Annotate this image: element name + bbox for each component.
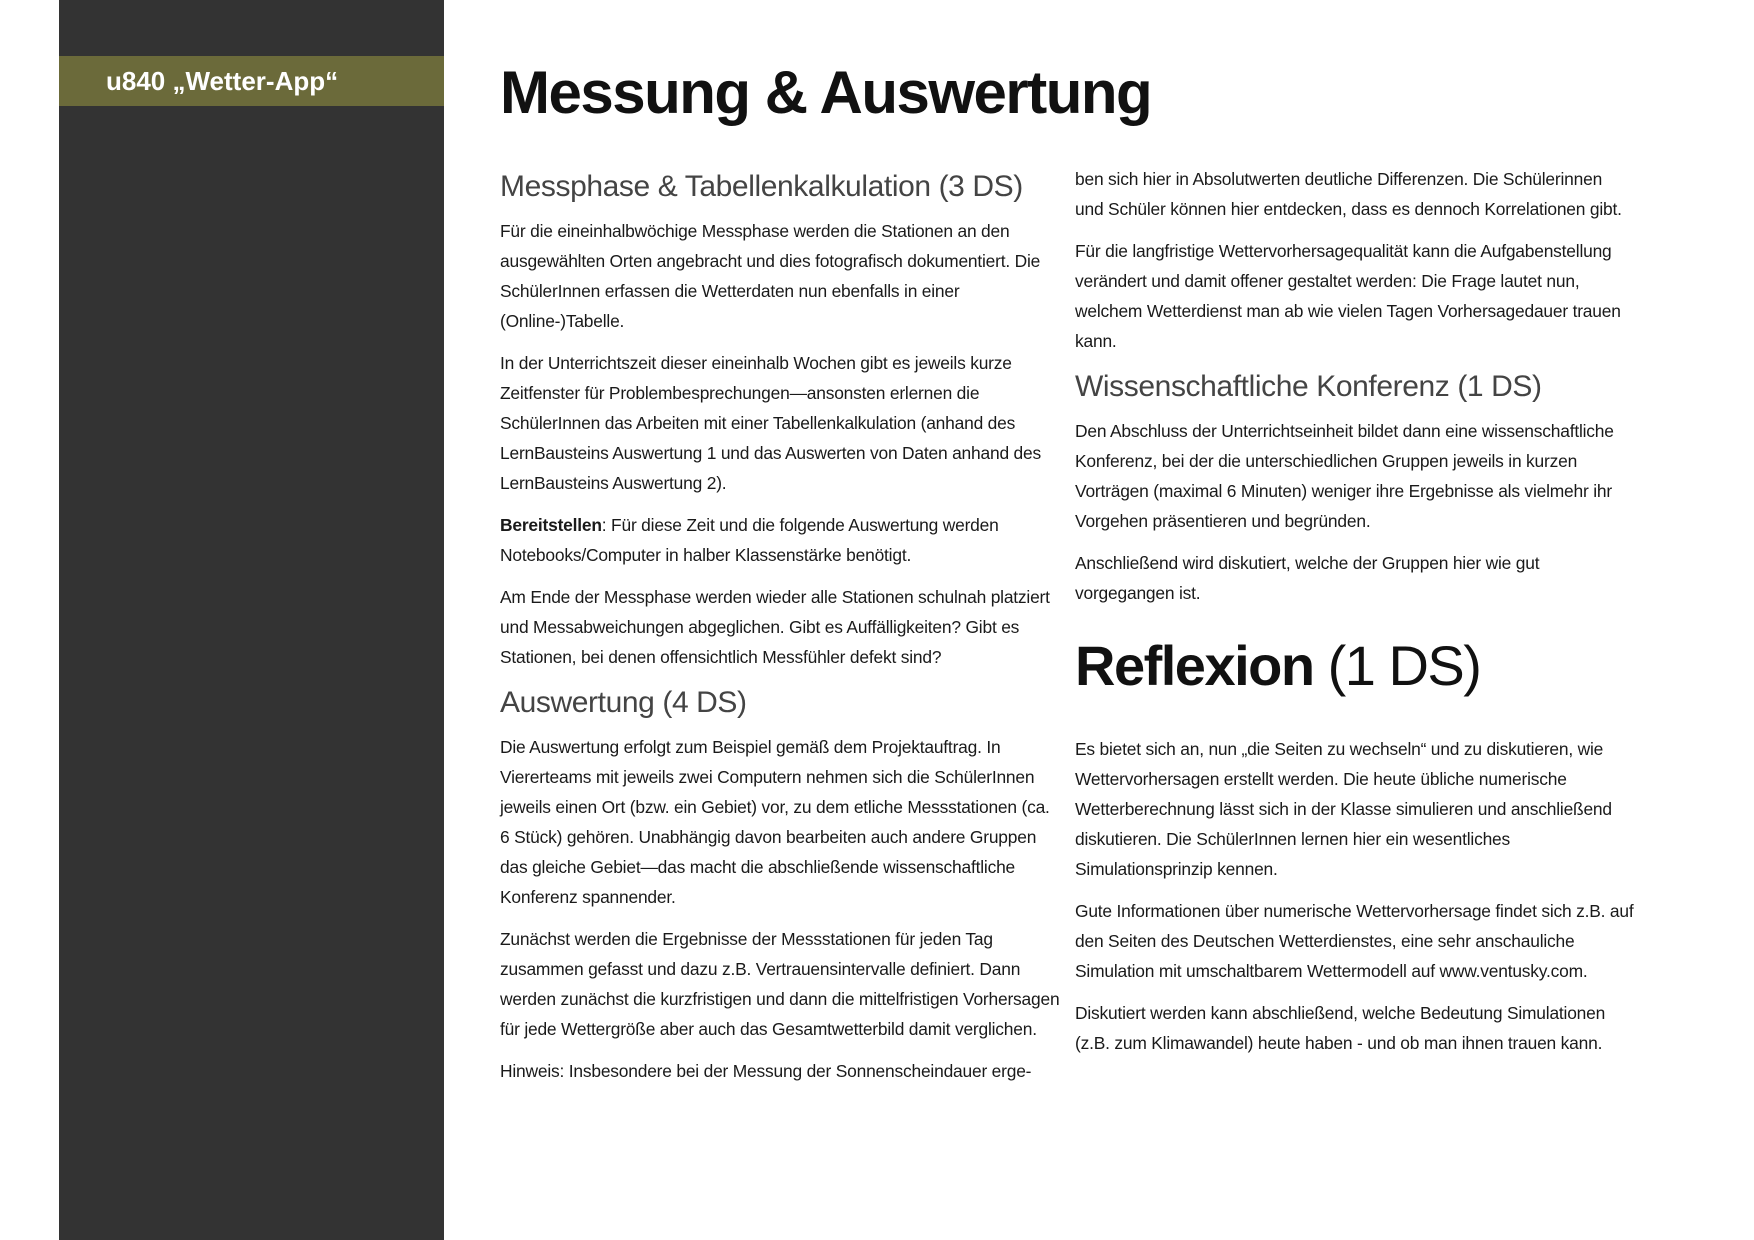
bereitstellen-text: : Für diese Zeit und die folgende Auswertung werden Notebooks/Computer in halber Klassenstärke benötigt.	[500, 515, 999, 565]
paragraph: Anschließend wird diskutiert, welche der Gruppen hier wie gut vorgegangen ist.	[1075, 553, 1540, 603]
paragraph: Die Auswertung erfolgt zum Beispiel gemäß dem Projektauftrag. In Viererteams mit jeweils zwei Computern nehmen sich die SchülerInnen jeweils einen Ort (bzw. ein Gebiet) vor, zu dem etliche Messstationen (ca. 6 Stück) gehören. Unabhängig davon bearbeiten auch andere Gruppen das gleiche Gebiet—das macht die abschließende wissenschaftliche Konferenz spannender.	[500, 737, 1050, 907]
paragraph: Zunächst werden die Ergebnisse der Messstationen für jeden Tag zusammen gefasst und dazu z.B. Vertrauensintervalle definiert. Dann werden zunächst die kurzfristigen und dann die mittelfristigen Vorhersagen für jede Wettergröße aber auch das Gesamtwetterbild damit verglichen.	[500, 929, 1060, 1039]
section-heading-konferenz: Wissenschaftliche Konferenz (1 DS)	[1075, 370, 1542, 403]
paragraph: Hinweis: Insbesondere bei der Messung der Sonnenscheindauer erge-	[500, 1061, 1032, 1081]
paragraph: Es bietet sich an, nun „die Seiten zu wechseln“ und zu diskutieren, wie Wettervorhersagen erstellt werden. Die heute übliche numerische Wetterberechnung lässt sich in der Klasse simulieren und anschließend diskutieren. Die SchülerInnen lernen hier ein wesentliches Simulationsprinzip kennen.	[1075, 739, 1612, 879]
paragraph: Für die langfristige Wettervorhersagequalität kann die Aufgabenstellung verändert und damit offener gestaltet werden: Die Frage lautet nun, welchem Wetterdienst man ab wie vielen Tagen Vorhersagedauer trauen kann.	[1075, 241, 1621, 351]
sidebar	[59, 0, 444, 1240]
section-heading-messphase: Messphase & Tabellenkalkulation (3 DS)	[500, 170, 1023, 203]
paragraph: Für die eineinhalbwöchige Messphase werden die Stationen an den ausgewählten Orten angebracht und dies fotografisch dokumentiert. Die SchülerInnen erfassen die Wetterdaten nun ebenfalls in einer (Online-)Tabelle.	[500, 221, 1041, 331]
paragraph: In der Unterrichtszeit dieser eineinhalb Wochen gibt es jeweils kurze Zeitfenster für Problembesprechungen—ansonsten erlernen die SchülerInnen das Arbeiten mit einer Tabellenkalkulation (anhand des LernBausteins Auswertung 1 und das Auswerten von Daten anhand des LernBausteins Auswertung 2).	[500, 353, 1041, 493]
section-heading-reflexion	[1075, 634, 1635, 698]
paragraph: Gute Informationen über numerische Wettervorhersage findet sich z.B. auf den Seiten des Deutschen Wetterdienstes, eine sehr anschauliche Simulation mit umschaltbarem Wettermodell auf www.ventusky.com.	[1075, 901, 1634, 981]
paragraph: Am Ende der Messphase werden wieder alle Stationen schulnah platziert und Messabweichungen abgeglichen. Gibt es Auffälligkeiten? Gibt es Stationen, bei denen offensichtlich Messfühler defekt sind?	[500, 587, 1050, 667]
left-column	[500, 164, 1060, 1098]
paragraph: Den Abschluss der Unterrichtseinheit bildet dann eine wissenschaftliche Konferenz, bei der die unterschiedlichen Gruppen jeweils in kurzen Vorträgen (maximal 6 Minuten) weniger ihre Ergebnisse als vielmehr ihr Vorgehen präsentieren und begründen.	[1075, 421, 1614, 531]
right-column	[1075, 164, 1635, 1070]
section-heading-auswertung: Auswertung (4 DS)	[500, 686, 747, 719]
paragraph: Diskutiert werden kann abschließend, welche Bedeutung Simulationen (z.B. zum Klimawandel) heute haben - und ob man ihnen trauen kann.	[1075, 1003, 1606, 1053]
paragraph-bereitstellen	[500, 510, 1060, 570]
page-title: Messung & Auswertung	[500, 59, 1152, 126]
bereitstellen-label: Bereitstellen	[500, 515, 602, 535]
course-tag: u840 „Wetter-App“	[59, 56, 444, 106]
paragraph: ben sich hier in Absolutwerten deutliche Differenzen. Die Schülerinnen und Schüler können hier entdecken, dass es dennoch Korrelationen gibt.	[1075, 169, 1622, 219]
reflexion-heading-bold: Reflexion	[1075, 634, 1314, 697]
reflexion-heading-light: (1 DS)	[1313, 634, 1481, 697]
